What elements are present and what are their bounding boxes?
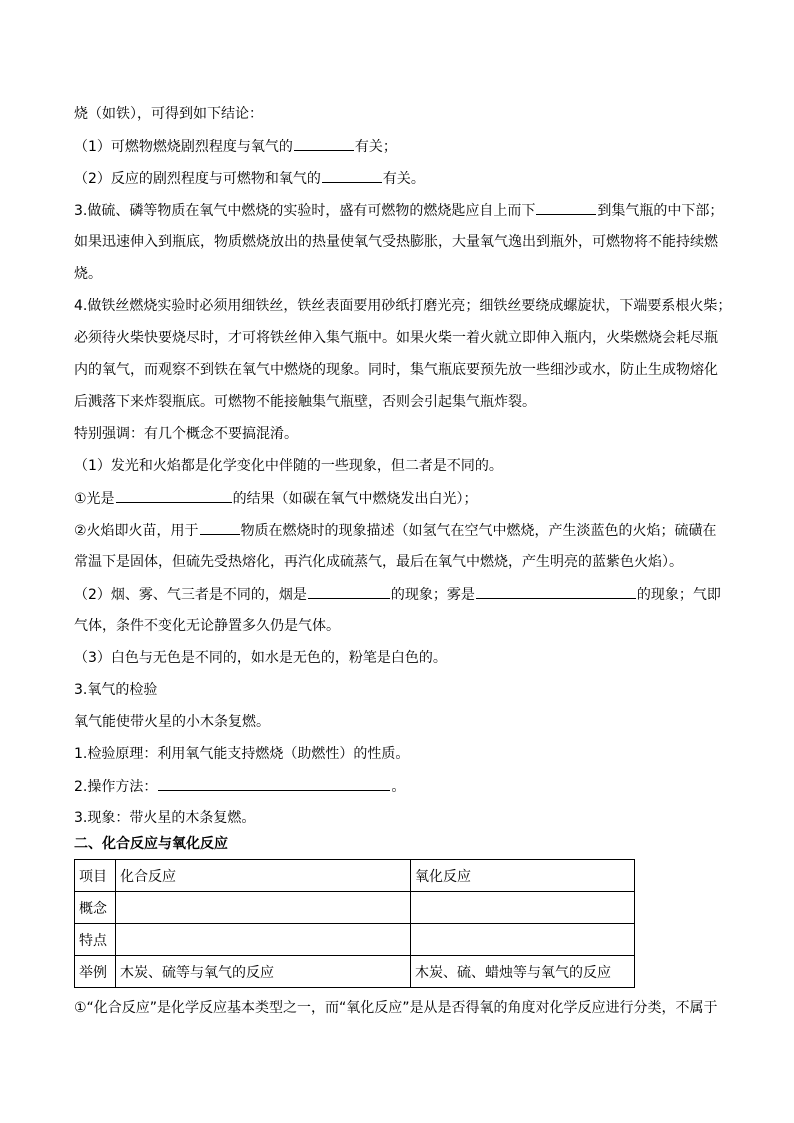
section-heading: 二、化合反应与氧化反应 [74,836,228,852]
table-cell: 化合反应 [116,860,411,892]
fill-blank[interactable] [158,776,390,791]
text-line: 如果迅速伸入到瓶底，物质燃烧放出的热量使氧气受热膨胀，大量氧气逸出到瓶外，可燃物将不能持续燃 [74,234,718,250]
text-line: 烧。 [74,266,102,282]
text-segment: （2）反应的剧烈程度与可燃物和氧气的 [74,171,321,187]
text-line: 4.做铁丝燃烧实验时必须用细铁丝，铁丝表面要用砂纸打磨光亮；细铁丝要绕成螺旋状，下端要系根火柴； [74,298,732,314]
text-segment: 。 [391,779,406,795]
text-line [74,584,721,605]
text-segment: 有关。 [382,171,425,187]
comparison-table [74,859,635,988]
text-segment: 物质在燃烧时的现象描述（如氢气在空气中燃烧，产生淡蓝色的火焰；硫磺在 [240,523,717,539]
text-line [74,776,405,797]
table-cell: 举例 [75,956,116,988]
text-line: （1）发光和火焰都是化学变化中伴随的一些现象，但二者是不同的。 [74,458,503,474]
fill-blank[interactable] [200,520,240,535]
table-cell[interactable] [411,924,635,956]
text-line: 特别强调：有几个概念不要搞混淆。 [74,426,298,442]
text-line: 气体，条件不变化无论静置多久仍是气体。 [74,618,340,634]
table-cell[interactable] [411,892,635,924]
text-segment: 3.做硫、磷等物质在氧气中燃烧的实验时，盛有可燃物的燃烧匙应自上而下 [74,203,536,219]
text-line: ①“化合反应”是化学反应基本类型之一，而“氧化反应”是从是否得氧的角度对化学反应进行分类，不属于 [74,1000,718,1016]
text-line [74,136,397,157]
text-line: 常温下是固体，但硫先受热熔化，再汽化成硫蒸气，最后在氧气中燃烧，产生明亮的蓝紫色火焰）。 [74,554,683,570]
table-cell[interactable] [116,892,411,924]
text-line: 后溅落下来炸裂瓶底。可燃物不能接触集气瓶壁，否则会引起集气瓶炸裂。 [74,394,536,410]
table-cell: 木炭、硫等与氧气的反应 [116,956,411,988]
fill-blank[interactable] [536,200,596,215]
text-segment: 的结果（如碳在氧气中燃烧发出白光）； [232,491,478,507]
text-segment: 的现象；雾是 [390,587,475,603]
fill-blank[interactable] [322,168,382,183]
fill-blank[interactable] [476,584,636,599]
table-row [75,956,635,988]
text-line: 3.现象：带火星的木条复燃。 [74,810,256,826]
text-line: 3.氧气的检验 [74,682,158,698]
table-cell[interactable] [116,924,411,956]
text-line: 必须待火柴快要烧尽时，才可将铁丝伸入集气瓶中。如果火柴一着火就立即伸入瓶内，火柴燃烧会耗尽瓶 [74,330,718,346]
text-line [74,520,717,541]
fill-blank[interactable] [294,136,354,151]
text-segment: 的现象；气即 [636,587,721,603]
text-line: （3）白色与无色是不同的，如水是无色的，粉笔是白色的。 [74,650,447,666]
fill-blank[interactable] [308,584,390,599]
table-row [75,924,635,956]
fill-blank[interactable] [116,488,232,503]
text-line [74,200,723,221]
text-segment: 到集气瓶的中下部； [597,203,724,219]
text-segment: ①光是 [74,491,115,507]
table-cell: 特点 [75,924,116,956]
table-header-row [75,860,635,892]
table-cell: 木炭、硫、蜡烛等与氧气的反应 [411,956,635,988]
text-line: 1.检验原理：利用氧气能支持燃烧（助燃性）的性质。 [74,746,410,762]
text-segment: ②火焰即火苗，用于 [74,523,199,539]
text-line: 烧（如铁），可得到如下结论： [74,106,263,122]
text-line [74,488,478,509]
text-line: 氧气能使带火星的小木条复燃。 [74,714,270,730]
text-segment: （1）可燃物燃烧剧烈程度与氧气的 [74,139,293,155]
table-row [75,892,635,924]
table-cell: 项目 [75,860,116,892]
table-cell: 概念 [75,892,116,924]
text-segment: （2）烟、雾、气三者是不同的，烟是 [74,587,307,603]
table-cell: 氧化反应 [411,860,635,892]
text-segment: 有关； [354,139,397,155]
text-line: 内的氧气，而观察不到铁在氧气中燃烧的现象。同时，集气瓶底要预先放一些细沙或水，防止生成物熔化 [74,362,718,378]
text-line [74,168,425,189]
text-segment: 2.操作方法： [74,779,158,795]
